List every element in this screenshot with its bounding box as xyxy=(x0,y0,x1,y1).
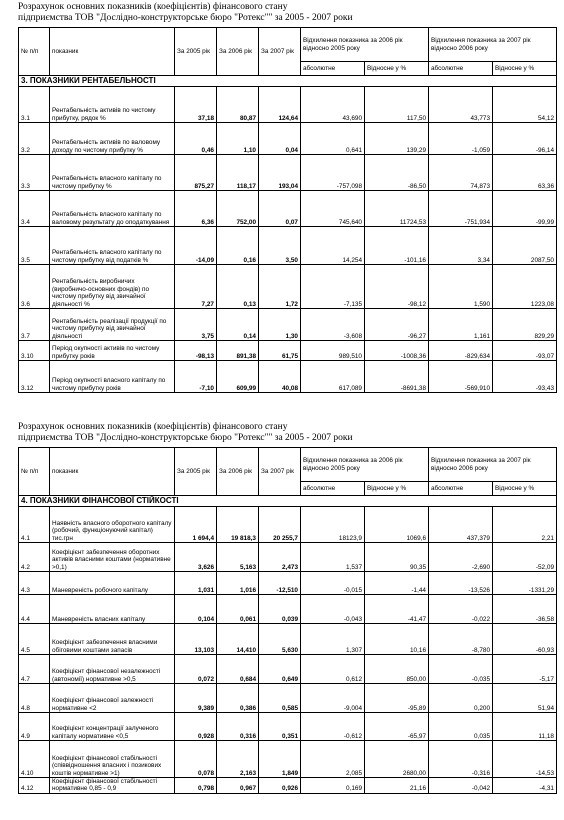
value-2007: 1,30 xyxy=(259,309,301,341)
row-num: 4.7 xyxy=(19,655,50,684)
caption-line-1: Розрахунок основних показників (коефіцієнтів) фінансового стану xyxy=(18,2,288,12)
row-num: 3.6 xyxy=(19,265,50,309)
value-2007: -12,510 xyxy=(259,572,301,595)
value-2007: 0,039 xyxy=(259,595,301,624)
value-2007: 0,07 xyxy=(259,191,301,227)
row-num: 3.7 xyxy=(19,309,50,341)
abs-dev-2007: -829,634 xyxy=(429,341,493,361)
table-row xyxy=(19,543,557,572)
row-num: 4.10 xyxy=(19,741,50,778)
rel-dev-2006: -1008,36 xyxy=(365,341,429,361)
abs-dev-2007: 43,773 xyxy=(429,87,493,123)
value-2006: 1,016 xyxy=(217,572,259,595)
row-num: 4.9 xyxy=(19,713,50,741)
value-2007: 0,585 xyxy=(259,684,301,713)
rel-dev-2006: 90,35 xyxy=(365,543,429,572)
table-row xyxy=(19,655,557,684)
value-2006: 0,386 xyxy=(217,684,259,713)
rel-dev-2006: 21,16 xyxy=(365,778,429,794)
value-2007: 124,64 xyxy=(259,87,301,123)
value-2005: 0,072 xyxy=(175,655,217,684)
rel-dev-2007: -4,31 xyxy=(493,778,557,794)
abs-dev-2006: 745,640 xyxy=(301,191,365,227)
value-2005: 9,389 xyxy=(175,684,217,713)
value-2005: -14,09 xyxy=(175,227,217,265)
section-title: 3. ПОКАЗНИКИ РЕНТАБЕЛЬНОСТІ xyxy=(19,76,557,87)
abs-dev-2006: -0,015 xyxy=(301,572,365,595)
row-name: Рентабельність власного капіталу по чистому прибутку від податків % xyxy=(50,227,175,265)
row-name: Коефіцієнт забезпечення власними обіговими коштами запасів xyxy=(50,624,175,655)
rel-dev-2006: 10,16 xyxy=(365,624,429,655)
value-2005: 0,928 xyxy=(175,713,217,741)
value-2005: 6,36 xyxy=(175,191,217,227)
rel-dev-2006: 11724,53 xyxy=(365,191,429,227)
table-row xyxy=(19,595,557,624)
value-2005: 13,103 xyxy=(175,624,217,655)
rel-dev-2007: 1223,08 xyxy=(493,265,557,309)
row-num: 4.2 xyxy=(19,543,50,572)
col-header-abs2: абсолютне xyxy=(429,62,493,76)
row-num: 4.3 xyxy=(19,572,50,595)
abs-dev-2007: -569,910 xyxy=(429,361,493,393)
col-header-rel: Відносне у % xyxy=(365,62,429,76)
col-header-2005: За 2005 рік xyxy=(175,28,217,76)
caption-line-2: підприємства ТОВ "Дослідно-конструкторське бюро "Ротекс"" за 2005 - 2007 роки xyxy=(18,433,353,443)
value-2005: 1,031 xyxy=(175,572,217,595)
row-num: 3.4 xyxy=(19,191,50,227)
value-2006: 0,13 xyxy=(217,265,259,309)
rel-dev-2007: 2,21 xyxy=(493,507,557,543)
value-2007: 193,04 xyxy=(259,155,301,191)
row-name: Період окупності активів по чистому прибутку років xyxy=(50,341,175,361)
rel-dev-2006: -95,89 xyxy=(365,684,429,713)
row-name: Коефіцієнт концентрації залученого капіталу нормативне <0,5 xyxy=(50,713,175,741)
rel-dev-2007: 11,18 xyxy=(493,713,557,741)
value-2007: 5,630 xyxy=(259,624,301,655)
row-name: Рентабельність активів по валовому доходу по чистому прибутку % xyxy=(50,123,175,155)
rel-dev-2006: 1069,6 xyxy=(365,507,429,543)
value-2006: 0,16 xyxy=(217,227,259,265)
col-header-num: № п/п xyxy=(19,28,50,76)
row-name: Наявність власного оборотного капіталу (робочий, функціонуючий капітал) тис.грн xyxy=(50,507,175,543)
abs-dev-2007: 0,200 xyxy=(429,684,493,713)
value-2005: 7,27 xyxy=(175,265,217,309)
table-row xyxy=(19,155,557,191)
value-2007: 61,75 xyxy=(259,341,301,361)
abs-dev-2007: 437,379 xyxy=(429,507,493,543)
abs-dev-2007: -8,780 xyxy=(429,624,493,655)
abs-dev-2006: 0,641 xyxy=(301,123,365,155)
value-2006: 0,14 xyxy=(217,309,259,341)
caption-line-1: Розрахунок основних показників (коефіцієнтів) фінансового стану xyxy=(18,422,288,432)
rel-dev-2007: 63,36 xyxy=(493,155,557,191)
value-2007: 1,72 xyxy=(259,265,301,309)
value-2007: 0,351 xyxy=(259,713,301,741)
row-name: Коефіцієнт фінансової стабільності (співвідношення власних і позикових коштів нормативне >1) xyxy=(50,741,175,778)
col-header-2005: За 2005 рік xyxy=(175,448,217,496)
table-row xyxy=(19,778,557,794)
table-row xyxy=(19,572,557,595)
value-2007: 0,926 xyxy=(259,778,301,794)
abs-dev-2006: -7,135 xyxy=(301,265,365,309)
rel-dev-2006: -101,16 xyxy=(365,227,429,265)
abs-dev-2007: 0,035 xyxy=(429,713,493,741)
table-row xyxy=(19,713,557,741)
rel-dev-2006: 850,00 xyxy=(365,655,429,684)
value-2005: -7,10 xyxy=(175,361,217,393)
rel-dev-2006: 139,29 xyxy=(365,123,429,155)
col-header-2007: За 2007 рік xyxy=(259,28,301,76)
row-num: 4.4 xyxy=(19,595,50,624)
col-header-dev-2006: Відхилення показника за 2006 рік відносно 2005 року xyxy=(301,448,429,482)
col-header-dev-2007: Відхилення показника за 2007 рік відносно 2006 року xyxy=(429,448,557,482)
value-2005: 0,46 xyxy=(175,123,217,155)
table-row xyxy=(19,123,557,155)
abs-dev-2006: 1,537 xyxy=(301,543,365,572)
rel-dev-2007: -93,07 xyxy=(493,341,557,361)
value-2007: 0,04 xyxy=(259,123,301,155)
abs-dev-2006: 2,085 xyxy=(301,741,365,778)
abs-dev-2006: 43,690 xyxy=(301,87,365,123)
value-2006: 1,10 xyxy=(217,123,259,155)
rel-dev-2007: -36,58 xyxy=(493,595,557,624)
col-header-num: № п/п xyxy=(19,448,50,496)
value-2005: 37,18 xyxy=(175,87,217,123)
row-name: Маневреність власних капіталу xyxy=(50,595,175,624)
abs-dev-2006: 0,169 xyxy=(301,778,365,794)
abs-dev-2007: 74,873 xyxy=(429,155,493,191)
col-header-abs: абсолютне xyxy=(301,482,365,496)
table-row xyxy=(19,624,557,655)
rel-dev-2006: -41,47 xyxy=(365,595,429,624)
abs-dev-2007: 1,590 xyxy=(429,265,493,309)
abs-dev-2007: 3,34 xyxy=(429,227,493,265)
abs-dev-2006: -9,004 xyxy=(301,684,365,713)
value-2005: 3,626 xyxy=(175,543,217,572)
rel-dev-2007: 2087,50 xyxy=(493,227,557,265)
value-2006: 118,17 xyxy=(217,155,259,191)
table-row xyxy=(19,507,557,543)
rel-dev-2006: 117,50 xyxy=(365,87,429,123)
abs-dev-2006: 14,254 xyxy=(301,227,365,265)
value-2006: 14,410 xyxy=(217,624,259,655)
table-row xyxy=(19,191,557,227)
row-num: 3.12 xyxy=(19,361,50,393)
row-name: Рентабельність виробничих (виробничо-основних фондів) по чистому прибутку від звичайної діяльності % xyxy=(50,265,175,309)
row-num: 3.5 xyxy=(19,227,50,265)
section-title: 4. ПОКАЗНИКИ ФІНАНСОВОЇ СТІЙКОСТІ xyxy=(19,496,557,507)
table-row xyxy=(19,265,557,309)
value-2006: 5,163 xyxy=(217,543,259,572)
stability-table xyxy=(18,447,557,794)
col-header-name: показник xyxy=(50,28,175,76)
abs-dev-2007: 1,161 xyxy=(429,309,493,341)
rel-dev-2006: -98,12 xyxy=(365,265,429,309)
abs-dev-2006: -0,043 xyxy=(301,595,365,624)
value-2006: 0,684 xyxy=(217,655,259,684)
value-2007: 40,08 xyxy=(259,361,301,393)
row-name: Рентабельність реалізації продукції по чистому прибутку від звичайної діяльності xyxy=(50,309,175,341)
rel-dev-2007: -1331,29 xyxy=(493,572,557,595)
col-header-rel2: Відносне у % xyxy=(493,482,557,496)
abs-dev-2007: -0,042 xyxy=(429,778,493,794)
abs-dev-2007: -751,934 xyxy=(429,191,493,227)
rel-dev-2007: -14,53 xyxy=(493,741,557,778)
value-2007: 1,849 xyxy=(259,741,301,778)
rel-dev-2007: -52,09 xyxy=(493,543,557,572)
abs-dev-2006: 18123,9 xyxy=(301,507,365,543)
col-header-rel: Відносне у % xyxy=(365,482,429,496)
abs-dev-2007: -0,316 xyxy=(429,741,493,778)
row-num: 4.8 xyxy=(19,684,50,713)
row-name: Коефіцієнт фінансової незалежності (автономії) нормативне >0,5 xyxy=(50,655,175,684)
rel-dev-2006: -86,50 xyxy=(365,155,429,191)
row-name: Період окупності власного капіталу по чистому прибутку років xyxy=(50,361,175,393)
abs-dev-2006: -757,098 xyxy=(301,155,365,191)
rel-dev-2007: 54,12 xyxy=(493,87,557,123)
value-2005: 1 694,4 xyxy=(175,507,217,543)
value-2005: 0,798 xyxy=(175,778,217,794)
value-2006: 752,00 xyxy=(217,191,259,227)
value-2006: 19 818,3 xyxy=(217,507,259,543)
value-2007: 0,649 xyxy=(259,655,301,684)
table-row xyxy=(19,341,557,361)
table-row xyxy=(19,741,557,778)
row-name: Рентабельність власного капіталу по валовому результату до оподаткування xyxy=(50,191,175,227)
col-header-dev-2006: Відхилення показника за 2006 рік відносно 2005 року xyxy=(301,28,429,62)
row-name: Коефіцієнт фінансової стабільності нормативне 0,85 - 0,9 xyxy=(50,778,175,794)
col-header-abs2: абсолютне xyxy=(429,482,493,496)
rel-dev-2007: 829,29 xyxy=(493,309,557,341)
value-2006: 891,38 xyxy=(217,341,259,361)
value-2006: 0,061 xyxy=(217,595,259,624)
col-header-dev-2007: Відхилення показника за 2007 рік відносно 2006 року xyxy=(429,28,557,62)
value-2007: 2,473 xyxy=(259,543,301,572)
rel-dev-2007: -96,14 xyxy=(493,123,557,155)
value-2006: 80,87 xyxy=(217,87,259,123)
row-num: 3.10 xyxy=(19,341,50,361)
row-num: 3.3 xyxy=(19,155,50,191)
value-2006: 0,967 xyxy=(217,778,259,794)
col-header-2006: За 2006 рік xyxy=(217,448,259,496)
row-name: Рентабельність активів по чистому прибутку, рядок % xyxy=(50,87,175,123)
table-row xyxy=(19,227,557,265)
abs-dev-2007: -0,022 xyxy=(429,595,493,624)
value-2005: 0,078 xyxy=(175,741,217,778)
abs-dev-2007: -2,690 xyxy=(429,543,493,572)
row-num: 4.5 xyxy=(19,624,50,655)
abs-dev-2006: -0,612 xyxy=(301,713,365,741)
value-2006: 2,163 xyxy=(217,741,259,778)
row-name: Рентабельність власного капіталу по чистому прибутку % xyxy=(50,155,175,191)
rel-dev-2007: 51,94 xyxy=(493,684,557,713)
rel-dev-2006: -1,44 xyxy=(365,572,429,595)
profitability-table xyxy=(18,27,557,393)
table-row xyxy=(19,87,557,123)
value-2007: 3,50 xyxy=(259,227,301,265)
row-num: 4.12 xyxy=(19,778,50,794)
abs-dev-2007: -13,526 xyxy=(429,572,493,595)
value-2005: 0,104 xyxy=(175,595,217,624)
value-2005: -98,13 xyxy=(175,341,217,361)
table-block-profitability xyxy=(18,2,556,393)
rel-dev-2006: 2680,00 xyxy=(365,741,429,778)
value-2005: 3,75 xyxy=(175,309,217,341)
rel-dev-2007: -60,93 xyxy=(493,624,557,655)
abs-dev-2006: 0,612 xyxy=(301,655,365,684)
value-2005: 875,27 xyxy=(175,155,217,191)
caption-line-2: підприємства ТОВ "Дослідно-конструкторське бюро "Ротекс"" за 2005 - 2007 роки xyxy=(18,13,353,23)
table-row xyxy=(19,361,557,393)
abs-dev-2006: 1,307 xyxy=(301,624,365,655)
abs-dev-2006: -3,608 xyxy=(301,309,365,341)
row-num: 3.1 xyxy=(19,87,50,123)
abs-dev-2007: -0,035 xyxy=(429,655,493,684)
table-row xyxy=(19,309,557,341)
abs-dev-2006: 989,510 xyxy=(301,341,365,361)
row-num: 4.1 xyxy=(19,507,50,543)
value-2006: 0,316 xyxy=(217,713,259,741)
rel-dev-2007: -5,17 xyxy=(493,655,557,684)
rel-dev-2006: -96,27 xyxy=(365,309,429,341)
table-row xyxy=(19,684,557,713)
row-num: 3.2 xyxy=(19,123,50,155)
col-header-abs: абсолютне xyxy=(301,62,365,76)
col-header-2006: За 2006 рік xyxy=(217,28,259,76)
abs-dev-2006: 617,089 xyxy=(301,361,365,393)
abs-dev-2007: -1,059 xyxy=(429,123,493,155)
rel-dev-2006: -65,97 xyxy=(365,713,429,741)
row-name: Коефіцієнт забезпечення оборотних активів власними коштами (нормативне >0,1) xyxy=(50,543,175,572)
table-block-stability xyxy=(18,422,556,794)
value-2007: 20 255,7 xyxy=(259,507,301,543)
rel-dev-2006: -8691,38 xyxy=(365,361,429,393)
rel-dev-2007: -99,99 xyxy=(493,191,557,227)
row-name: Коефіцієнт фінансової залежності нормативне <2 xyxy=(50,684,175,713)
col-header-name: показник xyxy=(50,448,175,496)
rel-dev-2007: -93,43 xyxy=(493,361,557,393)
row-name: Маневреність робочого капіталу xyxy=(50,572,175,595)
col-header-rel2: Відносне у % xyxy=(493,62,557,76)
col-header-2007: За 2007 рік xyxy=(259,448,301,496)
value-2006: 609,99 xyxy=(217,361,259,393)
